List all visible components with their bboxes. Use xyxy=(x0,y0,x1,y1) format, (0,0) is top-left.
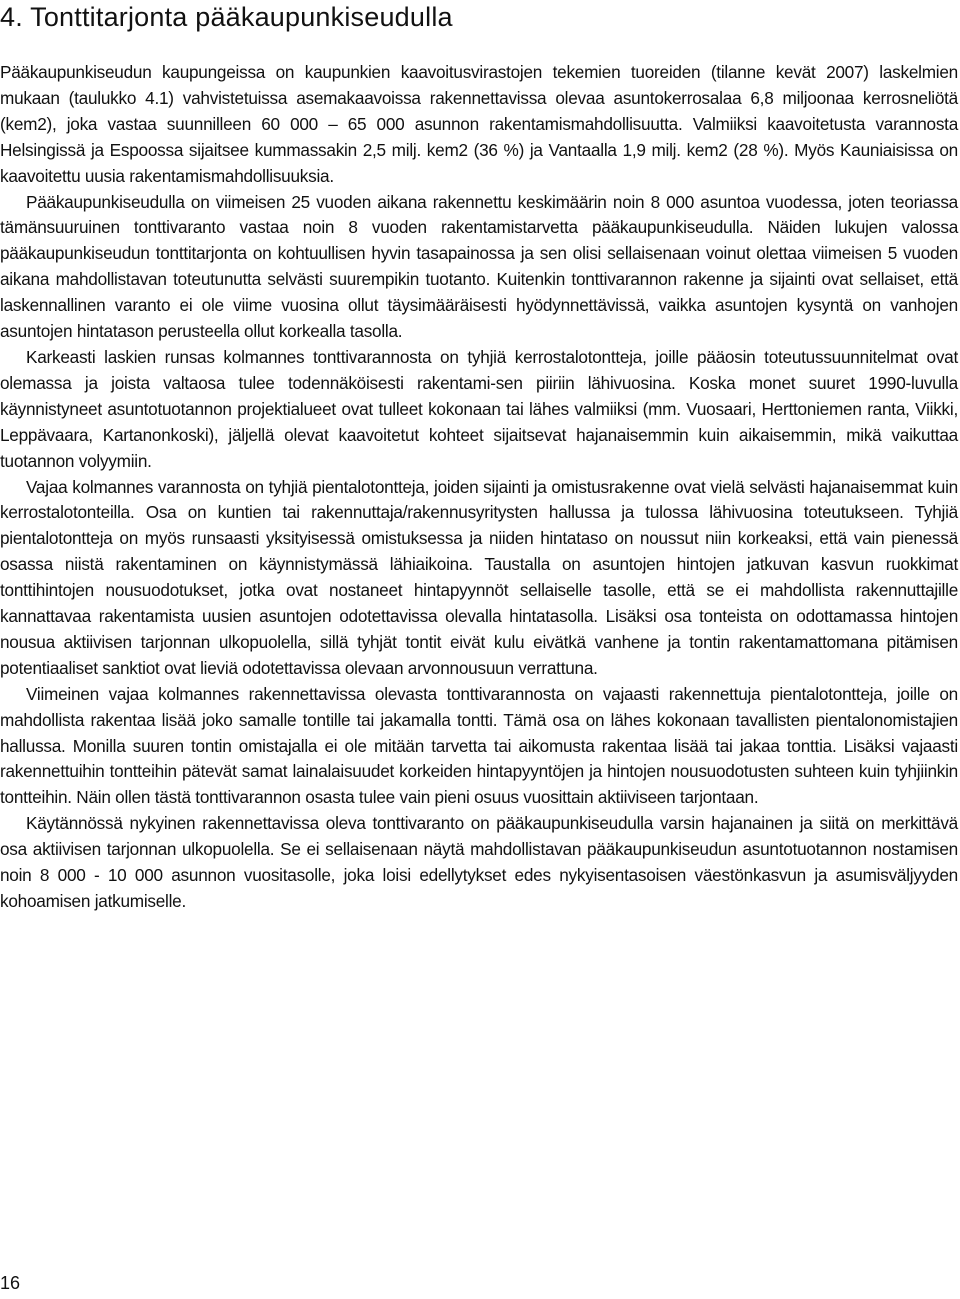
paragraph-5: Viimeinen vajaa kolmannes rakennettavissa olevasta tonttivarannosta on vajaasti rakennettuja pientalotontteja, joille on mahdollista rakentaa lisää joko samalle tontille tai jakamalla tontti. Tämä osa on lähes kokonaan tavallisten pientalonomistajien hallussa. Monilla suuren tontin omistajalla ei ole mitään tarvetta tai aikomusta rakentaa lisää tai jakaa tonttia. Lisäksi vajaasti rakennettuihin tontteihin pätevät samat lainalaisuudet korkeiden hintapyyntöjen ja hintojen nousuodotusten suhteen kuin tyhjiinkin tontteihin. Näin ollen tästä tonttivarannon osasta tulee vain pieni osuus vuosittain aktiiviseen tarjontaan. xyxy=(0,683,958,808)
paragraph-2: Pääkaupunkiseudulla on viimeisen 25 vuoden aikana rakennettu keskimäärin noin 8 000 asuntoa vuodessa, joten teoriassa tämänsuuruinen tonttivaranto vastaa noin 8 vuoden rakentamistarvetta pääkaupunkiseudulla. Näiden lukujen valossa pääkaupunkiseudun tonttitarjonta on kohtuullisen hyvin tasapainossa ja sen olisi sellaisenaan voinut olettaa viimeisen 5 vuoden aikana mahdollistavan toteutunutta selvästi suurempikin tuotanto. Kuitenkin tonttivarannon rakenne ja sijainti ovat sellaiset, että laskennallinen varanto ei ole viime vuosina ollut täysimääräisesti hyödynnettävissä, vaikka asuntojen kysyntä on vanhojen asuntojen hintatason perusteella ollut korkealla tasolla. xyxy=(0,191,958,342)
paragraph-4: Vajaa kolmannes varannosta on tyhjiä pientalotontteja, joiden sijainti ja omistusrakenne ovat vielä selvästi hajanaisemmat kuin kerrostalotonteilla. Osa on kuntien tai rakennuttaja/rakennusyritysten hallussa ja tulossa lähivuosina toteutukseen. Tyhjiä pientalotontteja on myös runsaasti yksityisessä omistuksessa ja niiden hintataso on noussut niin korkeaksi, että vain pienessä osassa niistä rakentaminen on käynnistymässä lähiaikoina. Taustalla on asuntojen hintojen jatkuvan kasvun ruokkimat tonttihintojen nousuodotukset, jotka ovat nostaneet hintapyynnöt sellaiselle tasolle, että se ei mahdollista rakennuttajille kannattavaa rakentamista uusien asuntojen odotettavissa olevalla hintatasolla. Lisäksi osa tonteista on odottamassa hintojen nousua aktiivisen tarjonnan ulkopuolella, sillä tyhjät tontit eivät kulu eivätkä vanhene ja tontin rakentamattomana pitämisen potentiaaliset sanktiot ovat lieviä odotettavissa olevaan arvonnousuun verrattuna. xyxy=(0,476,958,678)
document-body xyxy=(0,60,958,915)
page-number: 16 xyxy=(0,1273,21,1293)
paragraph-1: Pääkaupunkiseudun kaupungeissa on kaupunkien kaavoitusvirastojen tekemien tuoreiden (tilanne kevät 2007) laskelmien mukaan (taulukko 4.1) vahvistetuissa asemakaavoissa rakennettavissa olevaa asuntokerrosalaa 6,8 miljoonaa kerrosneliötä (kem2), joka vastaa suunnilleen 60 000 – 65 000 asunnon rakentamismahdollisuutta. Valmiiksi kaavoitetusta varannosta Helsingissä ja Espoossa sijaitsee kummassakin 2,5 milj. kem2 (36 %) ja Vantaalla 1,9 milj. kem2 (28 %). Myös Kauniaisissa on kaavoitettu uusia rakentamismahdollisuuksia. xyxy=(0,62,958,186)
paragraph-6: Käytännössä nykyinen rakennettavissa oleva tonttivaranto on pääkaupunkiseudulla varsin hajanainen ja siitä on merkittävä osa aktiivisen tarjonnan ulkopuolella. Se ei sellaisenaan näytä mahdollistavan pääkaupunkiseudun asuntotuotannon nostamisen noin 8 000 - 10 000 asunnon vuositasolle, joka loisi edellytykset edes nykyisentasoisen väestönkasvun ja asumisväljyyden kohoamisen jatkumiselle. xyxy=(0,813,958,911)
paragraph-3: Karkeasti laskien runsas kolmannes tonttivarannosta on tyhjiä kerrostalotontteja, joille pääosin toteutussuunnitelmat ovat olemassa ja joista valtaosa tulee todennäköisesti rakentami-sen piiriin lähivuosina. Koska monet suuret 1990-luvulla käynnistyneet asuntotuotannon projektialueet ovat tulleet kokonaan tai lähes valmiiksi (mm. Vuosaari, Herttoniemen ranta, Viikki, Leppävaara, Kartanonkoski), jäljellä olevat kaavoitetut kohteet sijaitsevat hajanaisemmin kuin aikaisemmin, mikä vaikuttaa tuotannon volyymiin. xyxy=(0,346,958,471)
section-title: 4. Tonttitarjonta pääkaupunkiseudulla xyxy=(0,2,453,32)
